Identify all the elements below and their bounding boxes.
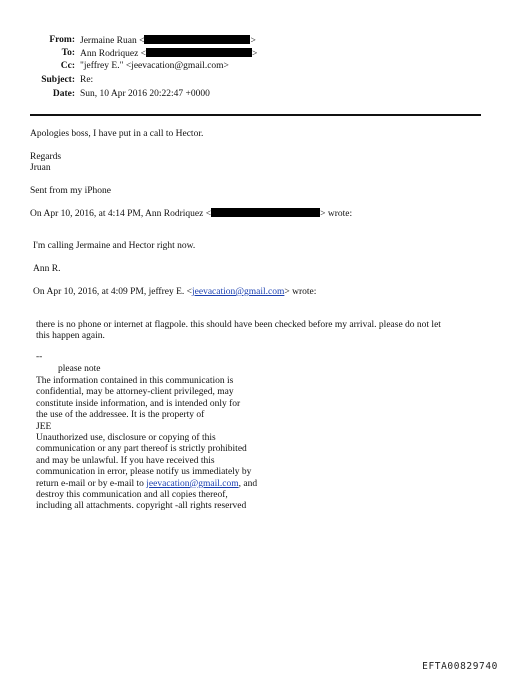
redaction-bar bbox=[144, 35, 250, 44]
email-link[interactable]: jeevacation@gmail.com bbox=[192, 287, 285, 297]
signature-dashes: -- bbox=[36, 352, 43, 362]
from-value bbox=[80, 35, 256, 47]
quoted-message-jeffrey-line1: there is no phone or internet at flagpole. this should have been checked before my arrival. please do not let bbox=[36, 320, 441, 330]
to-close: > bbox=[252, 49, 258, 59]
quote-header-ann-wrote: > wrote: bbox=[320, 209, 353, 219]
quote-header-ann bbox=[30, 208, 352, 220]
date-label: Date: bbox=[52, 89, 75, 99]
quote-header-jeffrey-wrote: > wrote: bbox=[284, 287, 317, 297]
sent-from-text: Sent from my iPhone bbox=[30, 186, 112, 196]
quote-header-jeffrey-text: On Apr 10, 2016, at 4:09 PM, jeffrey E. < bbox=[33, 287, 193, 297]
from-name: Jermaine Ruan < bbox=[80, 36, 145, 46]
cc-value: "jeffrey E." <jeevacation@gmail.com> bbox=[80, 61, 229, 71]
disclaimer-line: constitute inside information, and is intended only for bbox=[36, 398, 241, 409]
disclaimer-line: communication in error, please notify us immediately by bbox=[36, 467, 252, 478]
disclaimer-line: the use of the addressee. It is the property of bbox=[36, 410, 205, 421]
signature-text: Jruan bbox=[30, 163, 51, 173]
disclaimer-line bbox=[36, 479, 257, 490]
disclaimer-line: destroy this communication and all copies thereof, bbox=[36, 490, 228, 501]
redaction-bar bbox=[211, 208, 320, 217]
subject-label: Subject: bbox=[41, 75, 75, 85]
disclaimer-line: Unauthorized use, disclosure or copying of this bbox=[36, 433, 216, 444]
redaction-bar bbox=[146, 48, 252, 57]
disclaimer-line: JEE bbox=[36, 421, 52, 432]
please-note-text: please note bbox=[58, 364, 101, 374]
disclaimer-block bbox=[36, 376, 257, 513]
disclaimer-line: including all attachments. copyright -all rights reserved bbox=[36, 501, 247, 512]
regards-text: Regards bbox=[30, 152, 62, 162]
quote-header-jeffrey bbox=[33, 287, 316, 298]
quoted-signature-ann: Ann R. bbox=[33, 264, 61, 274]
header-divider bbox=[30, 114, 481, 116]
document-id: EFTA00829740 bbox=[422, 661, 498, 672]
disclaimer-line: The information contained in this communication is bbox=[36, 376, 234, 386]
to-label: To: bbox=[61, 48, 75, 58]
disclaimer-line: confidential, may be attorney-client privileged, may bbox=[36, 387, 234, 398]
cc-label: Cc: bbox=[60, 61, 75, 71]
quoted-message-ann: I'm calling Jermaine and Hector right now. bbox=[33, 241, 196, 251]
quoted-message-jeffrey-line2: this happen again. bbox=[36, 331, 105, 341]
message-line: Apologies boss, I have put in a call to Hector. bbox=[30, 129, 204, 139]
disclaimer-line: and may be unlawful. If you have received this bbox=[36, 455, 215, 466]
disclaimer-line: communication or any part thereof is strictly prohibited bbox=[36, 444, 247, 455]
from-close: > bbox=[250, 36, 256, 46]
to-value bbox=[80, 48, 257, 60]
disclaimer-return-text: return e-mail or by e-mail to bbox=[36, 478, 147, 489]
quote-header-ann-text: On Apr 10, 2016, at 4:14 PM, Ann Rodriquez < bbox=[30, 209, 212, 219]
email-link[interactable]: jeevacation@gmail.com bbox=[146, 478, 239, 489]
subject-value: Re: bbox=[80, 75, 94, 85]
to-name: Ann Rodriquez < bbox=[80, 49, 147, 59]
from-label: From: bbox=[49, 35, 75, 45]
date-value: Sun, 10 Apr 2016 20:22:47 +0000 bbox=[80, 89, 210, 99]
disclaimer-return-post: , and bbox=[238, 478, 258, 489]
